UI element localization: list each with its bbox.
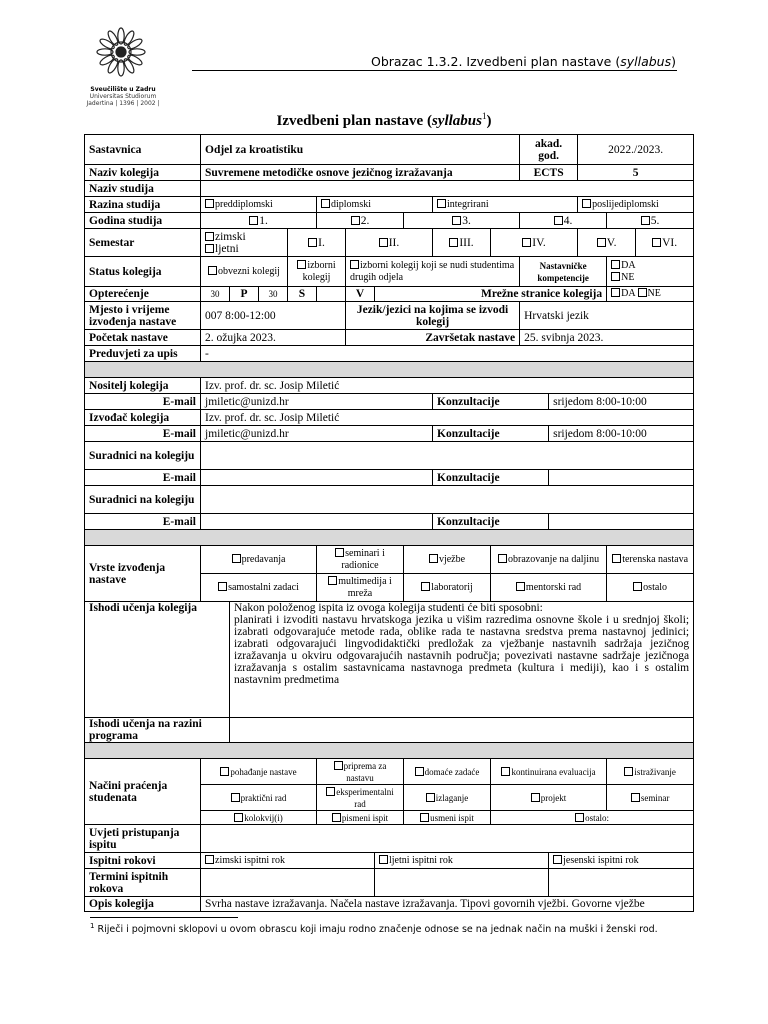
checkbox[interactable] <box>328 576 337 585</box>
row-suradnici-2 <box>85 486 694 514</box>
naziv-studija-label: Naziv studija <box>85 181 201 197</box>
akad-label: akad. god. <box>520 135 578 165</box>
checkbox[interactable] <box>335 548 344 557</box>
vrste-option[interactable] <box>201 546 317 574</box>
checkbox[interactable] <box>421 582 430 591</box>
nacini-option-label: ostalo: <box>585 812 610 823</box>
semestar-label: Semestar <box>85 229 201 257</box>
ishodi-text: planirati i izvoditi nastavu hrvatskoga jezika u višim razredima osnovne škole i u srednjoj školi; izabrati odgovarajuće metode rada, oblike rada te nastavna sredstva prema nastavnoj jedinici; izabrati odgovarajući lingvodidaktički predložak za vježbanje nastavnih sadržaja jezičnog izražavanja u okviru odgovarajućih nastavnih područja; povezivati nastavne sadržaje jezičnoga izražavanja s ostalim sastavnicama nastavnoga predmeta (kultura i mediji), kao i s ostalim nastavnim predmetima <box>234 614 690 686</box>
opterecenje-p: P <box>230 287 259 302</box>
godina-option-label: 2. <box>360 214 370 227</box>
row-opis <box>85 897 694 912</box>
nositelj-value: Izv. prof. dr. sc. Josip Miletić <box>201 378 694 394</box>
separator-row <box>85 743 694 759</box>
rokovi-option-label: ljetni ispitni rok <box>389 854 453 866</box>
nacini-option[interactable] <box>404 811 491 825</box>
semestar-option-label: VI. <box>662 236 678 249</box>
title-main: Izvedbeni plan nastave ( <box>276 113 432 129</box>
footnote-mark: 1 <box>90 922 95 930</box>
checkbox[interactable] <box>633 582 642 591</box>
checkbox[interactable] <box>420 813 429 822</box>
checkbox[interactable] <box>232 554 241 563</box>
nacini-option-label: projekt <box>540 792 567 803</box>
nacini-option[interactable] <box>491 759 607 785</box>
row-rokovi <box>85 853 694 869</box>
syllabus-table <box>84 134 694 912</box>
university-line3: Jadertina | 1396 | 2002 | <box>86 100 160 107</box>
nacini-option[interactable] <box>201 811 317 825</box>
checkbox[interactable] <box>553 855 562 864</box>
vrste-option[interactable] <box>404 546 491 574</box>
title-end: ) <box>486 113 492 129</box>
university-line1: Sveučilište u Zadru <box>90 86 156 93</box>
university-name <box>78 86 168 107</box>
row-naziv-studija <box>85 181 694 197</box>
form-code-text: Obrazac 1.3.2. Izvedbeni plan nastave ( <box>371 54 621 69</box>
checkbox[interactable] <box>415 767 424 776</box>
row-izvodac-email <box>85 426 694 442</box>
nacini-option-label: domaće zadaće <box>424 766 480 777</box>
email-label: E-mail <box>85 514 201 530</box>
rokovi-option[interactable] <box>201 853 375 869</box>
semestar-option-label: V. <box>606 236 617 249</box>
nacini-option-label: priprema za nastavu <box>343 760 387 783</box>
checkbox[interactable] <box>611 288 620 297</box>
checkbox[interactable] <box>205 199 214 208</box>
termini-label: Termini ispitnih rokova <box>85 869 201 897</box>
row-razina <box>85 197 694 213</box>
separator <box>85 530 694 546</box>
row-nacini-1 <box>85 759 694 785</box>
semestar-option[interactable] <box>491 229 578 257</box>
checkbox[interactable] <box>611 272 620 281</box>
row-godina <box>85 213 694 229</box>
status-obvezni-label: obvezni kolegij <box>218 265 280 277</box>
mjesto-value: 007 8:00-12:00 <box>201 302 346 330</box>
university-line2: Universitas Studiorum <box>89 93 157 100</box>
preduvjeti-value: - <box>201 346 694 362</box>
vrste-option[interactable] <box>317 546 404 574</box>
separator-row <box>85 362 694 378</box>
naziv-kolegija-label: Naziv kolegija <box>85 165 201 181</box>
semestar-zimski[interactable] <box>205 231 283 243</box>
semestar-option-label: II. <box>388 236 400 249</box>
checkbox[interactable] <box>631 793 640 802</box>
vrste-option[interactable] <box>201 574 317 602</box>
row-izvodac <box>85 410 694 426</box>
checkbox[interactable] <box>437 199 446 208</box>
header-rule <box>192 70 677 71</box>
row-status <box>85 257 694 287</box>
status-izborni[interactable] <box>288 257 346 287</box>
checkbox[interactable] <box>334 761 343 770</box>
nacini-option[interactable] <box>404 785 491 811</box>
zavrsetak-label: Završetak nastave <box>346 330 520 346</box>
opterecenje-label: Opterećenje <box>85 287 201 302</box>
checkbox[interactable] <box>326 787 335 796</box>
ishodi-program-value <box>230 718 694 743</box>
row-uvjeti <box>85 825 694 853</box>
vrste-option[interactable] <box>491 546 607 574</box>
opis-label: Opis kolegija <box>85 897 201 912</box>
checkbox[interactable] <box>218 582 227 591</box>
rokovi-option[interactable] <box>549 853 694 869</box>
rokovi-option-label: zimski ispitni rok <box>215 854 285 866</box>
checkbox[interactable] <box>249 216 258 225</box>
rokovi-option[interactable] <box>375 853 549 869</box>
vrste-option-label: laboratorij <box>431 581 473 593</box>
row-preduvjeti <box>85 346 694 362</box>
footnote <box>90 922 658 935</box>
ishodi-intro: Nakon položenog ispita iz ovoga kolegija studenti će biti sposobni: <box>234 602 543 614</box>
checkbox[interactable] <box>220 767 229 776</box>
suradnici-konzultacije <box>549 514 694 530</box>
opis-value: Svrha nastave izražavanja. Načela nastave izražavanja. Tipovi govornih vježbi. Govorne vježbe <box>201 897 694 912</box>
nacini-option-label: kontinuirana evaluacija <box>511 766 596 777</box>
email-label: E-mail <box>85 394 201 410</box>
godina-option-label: 3. <box>462 214 471 227</box>
vrste-option-label: predavanja <box>241 553 286 565</box>
razina-label: Razina studija <box>85 197 201 213</box>
checkbox[interactable] <box>231 793 240 802</box>
nacini-option-label: usmeni ispit <box>430 812 474 823</box>
status-izborni-label: izborni kolegij <box>302 259 336 283</box>
row-nositelj <box>85 378 694 394</box>
vrste-option-label: mentorski rad <box>525 581 582 593</box>
nacini-option[interactable] <box>607 785 694 811</box>
nastavnicke-ne[interactable] <box>611 272 689 284</box>
checkbox[interactable] <box>350 260 359 269</box>
row-opterecenje <box>85 287 694 302</box>
uvjeti-label: Uvjeti pristupanja ispitu <box>85 825 201 853</box>
nositelj-label: Nositelj kolegija <box>85 378 201 394</box>
row-nositelj-email <box>85 394 694 410</box>
nacini-option-label: pismeni ispit <box>341 812 389 823</box>
email-label: E-mail <box>85 470 201 486</box>
semestar-option[interactable] <box>636 229 694 257</box>
checkbox[interactable] <box>297 260 306 269</box>
semestar-option[interactable] <box>433 229 491 257</box>
checkbox[interactable] <box>332 813 341 822</box>
checkbox[interactable] <box>379 855 388 864</box>
separator <box>85 743 694 759</box>
razina-option[interactable] <box>201 197 317 213</box>
opterecenje-s-hours: 30 <box>259 287 288 302</box>
ects-value: 5 <box>578 165 694 181</box>
suradnici-label: Suradnici na kolegiju <box>85 442 201 470</box>
nacini-option[interactable] <box>317 759 404 785</box>
checkbox[interactable] <box>234 813 243 822</box>
semestar-zimski-label: zimski <box>215 230 246 243</box>
semestar-option[interactable] <box>288 229 346 257</box>
checkbox[interactable] <box>612 554 621 563</box>
izvodac-value: Izv. prof. dr. sc. Josip Miletić <box>201 410 694 426</box>
akad-value: 2022./2023. <box>578 135 694 165</box>
semestar-ljetni-label: ljetni <box>215 242 239 255</box>
jezik-value: Hrvatski jezik <box>520 302 694 330</box>
opterecenje-v: V <box>346 287 375 302</box>
row-suradnici-1-email <box>85 470 694 486</box>
checkbox[interactable] <box>611 260 620 269</box>
mrezne-label: Mrežne stranice kolegija <box>375 287 607 302</box>
izvodac-label: Izvođač kolegija <box>85 410 201 426</box>
status-obvezni[interactable] <box>201 257 288 287</box>
row-vrste-1 <box>85 546 694 574</box>
suradnici-label: Suradnici na kolegiju <box>85 486 201 514</box>
nastavnicke-label: Nastavničke kompetencije <box>520 257 607 287</box>
godina-option-label: 1. <box>259 214 268 227</box>
status-label: Status kolegija <box>85 257 201 287</box>
mjesto-label: Mjesto i vrijeme izvođenja nastave <box>85 302 201 330</box>
checkbox[interactable] <box>597 238 606 247</box>
checkbox[interactable] <box>498 554 507 563</box>
checkbox[interactable] <box>624 767 633 776</box>
sastavnica-value: Odjel za kroatistiku <box>201 135 520 165</box>
izvodac-email: jmiletic@unizd.hr <box>201 426 433 442</box>
opterecenje-p-hours: 30 <box>201 287 230 302</box>
semestar-option[interactable] <box>346 229 433 257</box>
mrezne-da-label: DA <box>621 288 636 299</box>
row-naziv-kolegija <box>85 165 694 181</box>
konzultacije-label: Konzultacije <box>433 394 549 410</box>
vrste-option-label: samostalni zadaci <box>228 581 299 593</box>
checkbox[interactable] <box>652 238 661 247</box>
form-code-italic: syllabus <box>620 54 672 69</box>
jezik-label: Jezik/jezici na kojima se izvodi kolegij <box>346 302 520 330</box>
vrste-option-label: seminari i radionice <box>341 547 385 571</box>
row-pocetak <box>85 330 694 346</box>
checkbox[interactable] <box>522 238 531 247</box>
vrste-option[interactable] <box>607 546 694 574</box>
nacini-option-label: eksperimentalni rad <box>336 786 394 809</box>
title-footnote-mark: 1 <box>481 111 487 121</box>
godina-option[interactable] <box>201 213 317 229</box>
suradnici-value <box>201 442 694 470</box>
nacini-option[interactable] <box>491 785 607 811</box>
suradnici-email <box>201 514 433 530</box>
row-suradnici-1 <box>85 442 694 470</box>
godina-option[interactable] <box>404 213 520 229</box>
checkbox[interactable] <box>582 199 591 208</box>
checkbox[interactable] <box>638 288 647 297</box>
nacini-option-label: izlaganje <box>435 792 469 803</box>
nacini-option[interactable] <box>201 785 317 811</box>
vrste-label: Vrste izvođenja nastave <box>85 546 201 602</box>
ishodi-label: Ishodi učenja kolegija <box>85 602 230 718</box>
semestar-ljetni[interactable] <box>205 243 283 255</box>
semestar-option-label: III. <box>459 236 474 249</box>
row-sastavnica <box>85 135 694 165</box>
mrezne-da[interactable] <box>611 288 635 299</box>
opterecenje-s: S <box>288 287 317 302</box>
suradnici-konzultacije <box>549 470 694 486</box>
suradnici-email <box>201 470 433 486</box>
ects-label: ECTS <box>520 165 578 181</box>
vrste-option[interactable] <box>607 574 694 602</box>
mrezne-options <box>607 287 694 302</box>
form-code <box>371 54 676 69</box>
checkbox[interactable] <box>452 216 461 225</box>
zavrsetak-value: 25. svibnja 2023. <box>520 330 694 346</box>
konzultacije-label: Konzultacije <box>433 426 549 442</box>
konzultacije-label: Konzultacije <box>433 514 549 530</box>
row-ishodi-program <box>85 718 694 743</box>
semestar-season <box>201 229 288 257</box>
godina-option-label: 4. <box>563 214 573 227</box>
razina-option[interactable] <box>433 197 578 213</box>
ishodi-program-label: Ishodi učenja na razini programa <box>85 718 230 743</box>
naziv-kolegija-value: Suvremene metodičke osnove jezičnog izražavanja <box>201 165 520 181</box>
vrste-option[interactable] <box>317 574 404 602</box>
nositelj-konzultacije: srijedom 8:00-10:00 <box>549 394 694 410</box>
row-ishodi <box>85 602 694 718</box>
vrste-option-label: terenska nastava <box>622 553 689 565</box>
konzultacije-label: Konzultacije <box>433 470 549 486</box>
nacini-option[interactable] <box>491 811 694 825</box>
nacini-option[interactable] <box>201 759 317 785</box>
checkbox[interactable] <box>351 216 360 225</box>
nacini-option-label: pohađanje nastave <box>230 766 297 777</box>
checkbox[interactable] <box>379 238 388 247</box>
vrste-option-label: vježbe <box>438 553 466 565</box>
razina-option-label: preddiplomski <box>215 198 273 210</box>
footnote-text: Riječi i pojmovni sklopovi u ovom obrascu koji imaju rodno značenje odnose se na jednak način na muški i ženski rod. <box>97 924 658 936</box>
row-semestar <box>85 229 694 257</box>
mrezne-ne-label: NE <box>647 288 661 299</box>
semestar-option-label: IV. <box>532 236 546 249</box>
nacini-option-label: istraživanje <box>634 766 676 777</box>
razina-option[interactable] <box>578 197 694 213</box>
nacini-label: Načini praćenja studenata <box>85 759 201 825</box>
footnote-rule <box>90 917 238 918</box>
godina-option[interactable] <box>607 213 694 229</box>
separator-row <box>85 530 694 546</box>
razina-option-label: poslijediplomski <box>592 198 659 210</box>
checkbox[interactable] <box>641 216 650 225</box>
vrste-option-label: obrazovanje na daljinu <box>508 553 600 565</box>
godina-option[interactable] <box>317 213 404 229</box>
nacini-option-label: seminar <box>640 792 670 803</box>
naziv-studija-value <box>201 181 694 197</box>
checkbox[interactable] <box>501 767 510 776</box>
razina-option-label: integrirani <box>447 198 489 210</box>
page-title <box>0 111 768 130</box>
uvjeti-value <box>201 825 694 853</box>
nastavnicke-options <box>607 257 694 287</box>
termini-jesenski <box>549 869 694 897</box>
checkbox[interactable] <box>205 855 214 864</box>
nacini-option[interactable] <box>317 785 404 811</box>
godina-option[interactable] <box>520 213 607 229</box>
checkbox[interactable] <box>449 238 458 247</box>
vrste-option[interactable] <box>404 574 491 602</box>
form-code-end: ) <box>671 54 676 69</box>
email-label: E-mail <box>85 426 201 442</box>
separator <box>85 362 694 378</box>
vrste-option-label: ostalo <box>643 581 668 593</box>
rokovi-option-label: jesenski ispitni rok <box>563 854 639 866</box>
nacini-option[interactable] <box>317 811 404 825</box>
checkbox[interactable] <box>516 582 525 591</box>
godina-label: Godina studija <box>85 213 201 229</box>
nositelj-email: jmiletic@unizd.hr <box>201 394 433 410</box>
semestar-option[interactable] <box>578 229 636 257</box>
godina-option-label: 5. <box>650 214 660 227</box>
status-izborni-drugi[interactable] <box>346 257 520 287</box>
semestar-option-label: I. <box>318 236 325 249</box>
nacini-option-label: kolokvij(i) <box>244 812 283 823</box>
checkbox[interactable] <box>308 238 317 247</box>
ishodi-value <box>230 602 694 718</box>
mrezne-ne[interactable] <box>638 288 661 299</box>
checkbox[interactable] <box>575 813 584 822</box>
opterecenje-v-hours <box>317 287 346 302</box>
row-termini <box>85 869 694 897</box>
row-mjesto <box>85 302 694 330</box>
izvodac-konzultacije: srijedom 8:00-10:00 <box>549 426 694 442</box>
checkbox[interactable] <box>554 216 563 225</box>
status-izborni-drugi-label: izborni kolegij koji se nudi studentima drugih odjela <box>350 259 515 283</box>
suradnici-value <box>201 486 694 514</box>
sastavnica-label: Sastavnica <box>85 135 201 165</box>
checkbox[interactable] <box>426 793 435 802</box>
checkbox[interactable] <box>321 199 330 208</box>
nacini-option[interactable] <box>607 759 694 785</box>
title-italic: syllabus <box>431 113 482 129</box>
nastavnicke-ne-label: NE <box>621 271 635 283</box>
nastavnicke-da-label: DA <box>621 259 636 271</box>
preduvjeti-label: Preduvjeti za upis <box>85 346 201 362</box>
checkbox[interactable] <box>208 266 217 275</box>
razina-option[interactable] <box>317 197 433 213</box>
vrste-option-label: multimedija i mreža <box>338 575 392 599</box>
razina-option-label: diplomski <box>331 198 372 210</box>
rokovi-label: Ispitni rokovi <box>85 853 201 869</box>
termini-ljetni <box>375 869 549 897</box>
nacini-option[interactable] <box>404 759 491 785</box>
row-suradnici-2-email <box>85 514 694 530</box>
checkbox[interactable] <box>429 554 438 563</box>
vrste-option[interactable] <box>491 574 607 602</box>
checkbox[interactable] <box>531 793 540 802</box>
nacini-option-label: praktični rad <box>240 792 287 803</box>
termini-zimski <box>201 869 375 897</box>
pocetak-label: Početak nastave <box>85 330 201 346</box>
checkbox[interactable] <box>205 244 214 253</box>
checkbox[interactable] <box>205 232 214 241</box>
pocetak-value: 2. ožujka 2023. <box>201 330 346 346</box>
nastavnicke-da[interactable] <box>611 260 689 272</box>
university-logo <box>86 26 156 88</box>
